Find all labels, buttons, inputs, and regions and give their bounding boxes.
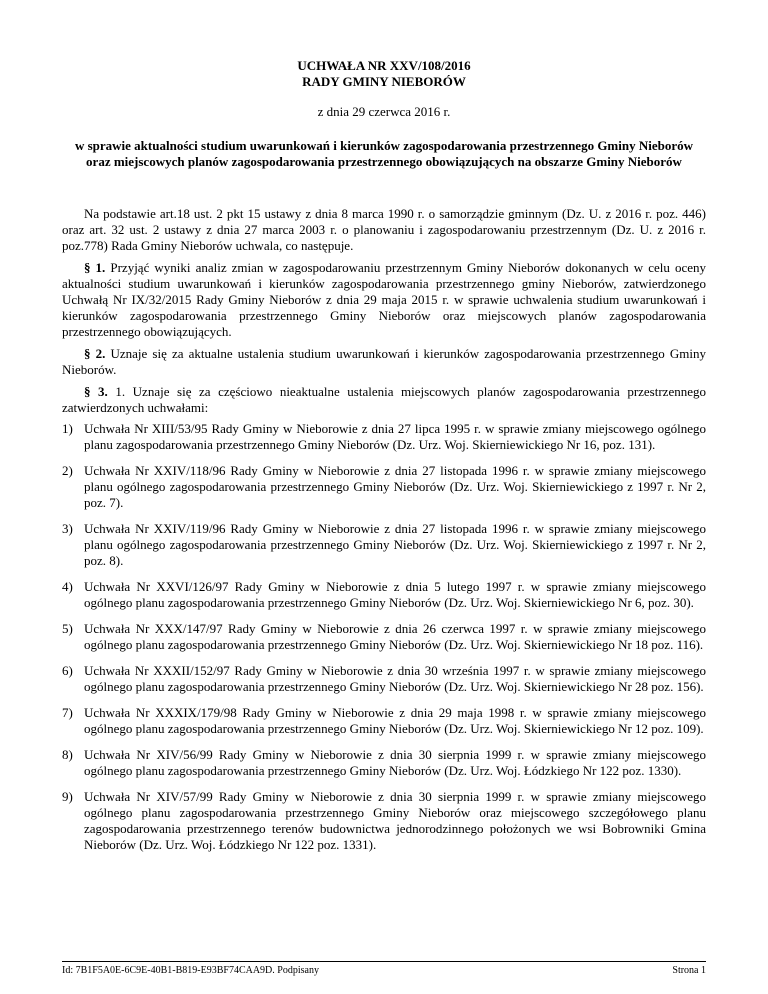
list-item-text: Uchwała Nr XXVI/126/97 Rady Gminy w Nieborowie z dnia 5 lutego 1997 r. w sprawie zmiany miejscowego ogólnego planu zagospodarowania przestrzennego Gminy Nieborów (Dz. Urz. Woj. Skierniewickiego Nr 6, poz. 30). — [84, 579, 706, 610]
list-item — [62, 421, 706, 453]
resolution-date: z dnia 29 czerwca 2016 r. — [317, 104, 451, 119]
list-item-text: Uchwała Nr XXXII/152/97 Rady Gminy w Nieborowie z dnia 30 września 1997 r. w sprawie zmiany miejscowego ogólnego planu zagospodarowania przestrzennego Gminy Nieborów (Dz. Urz. Woj. Skierniewickiego Nr 28 poz. 156). — [84, 663, 706, 694]
list-item — [62, 579, 706, 611]
section-1 — [62, 260, 706, 340]
list-item — [62, 789, 706, 853]
list-item-number: 7) — [62, 705, 73, 720]
list-item-number: 9) — [62, 789, 73, 804]
list-item — [62, 463, 706, 511]
title-line-2: RADY GMINY NIEBORÓW — [302, 74, 466, 89]
list-item — [62, 521, 706, 569]
section-3-mark: § 3. — [84, 384, 108, 399]
resolution-list — [62, 421, 706, 863]
list-item-number: 6) — [62, 663, 73, 678]
list-item-text: Uchwała Nr XIII/53/95 Rady Gminy w Nieborowie z dnia 27 lipca 1995 r. w sprawie zmiany miejscowego ogólnego planu zagospodarowania przestrzennego Gminy Nieborów (Dz. Urz. Woj. Skierniewickiego Nr 16, poz. 131). — [84, 421, 706, 452]
section-2-text: Uznaje się za aktualne ustalenia studium uwarunkowań i kierunków zagospodarowania przestrzennego Gminy Nieborów. — [62, 346, 707, 377]
list-item-text: Uchwała Nr XIV/56/99 Rady Gminy w Nieborowie z dnia 30 sierpnia 1999 r. w sprawie zmiany miejscowego ogólnego planu zagospodarowania przestrzennego Gminy Nieborów (Dz. Urz. Woj. Łódzkiego Nr 122 poz. 1330). — [84, 747, 706, 778]
list-item — [62, 663, 706, 695]
section-2-mark: § 2. — [84, 346, 106, 361]
section-1-mark: § 1. — [84, 260, 106, 275]
footer-divider — [62, 961, 706, 962]
list-item-number: 1) — [62, 421, 73, 436]
list-item-text: Uchwała Nr XXIV/118/96 Rady Gminy w Nieborowie z dnia 27 listopada 1996 r. w sprawie zmiany miejscowego planu ogólnego zagospodarowania przestrzennego Gminy Nieborów (Dz. Urz. Woj. Skierniewickiego z 1997 r. Nr 2, poz. 7). — [84, 463, 706, 510]
section-2 — [62, 346, 706, 378]
section-3-text: 1. Uznaje się za częściowo nieaktualne ustalenia miejscowych planów zagospodarowania przestrzennego zatwierdzonych uchwałami: — [62, 384, 706, 415]
list-item-number: 8) — [62, 747, 73, 762]
list-item-number: 2) — [62, 463, 73, 478]
list-item-text: Uchwała Nr XXIV/119/96 Rady Gminy w Nieborowie z dnia 27 listopada 1996 r. w sprawie zmiany miejscowego planu ogólnego zagospodarowania przestrzennego Gminy Nieborów (Dz. Urz. Woj. Skierniewickiego z 1997 r. Nr 2, poz. 8). — [84, 521, 706, 568]
list-item-text: Uchwała Nr XIV/57/99 Rady Gminy w Nieborowie z dnia 30 sierpnia 1999 r. w sprawie zmiany miejscowego ogólnego planu zagospodarowania przestrzennego Gminy Nieborów oraz miejscowego szczegółowego planu zagospodarowania przestrzennego terenów budownictwa jednorodzinnego położonych we wsi Bobrowniki Gmina Nieborów (Dz. Urz. Woj. Łódzkiego Nr 122 poz. 1331). — [84, 789, 706, 852]
title-line-1: UCHWAŁA NR XXV/108/2016 — [297, 58, 471, 73]
list-item-number: 5) — [62, 621, 73, 636]
section-3 — [62, 384, 706, 416]
footer-page-number: Strona 1 — [672, 965, 706, 976]
list-item-number: 3) — [62, 521, 73, 536]
preamble: Na podstawie art.18 ust. 2 pkt 15 ustawy z dnia 8 marca 1990 r. o samorządzie gminnym (Dz. U. z 2016 r. poz. 446) oraz art. 32 ust. 2 ustawy z dnia 27 marca 2003 r. o planowaniu i zagospodarowaniu przestrzennym (Dz. U. z 2016 r. poz.778) Rada Gminy Nieborów uchwala, co następuje. — [62, 206, 706, 253]
list-item — [62, 621, 706, 653]
list-item-text: Uchwała Nr XXX/147/97 Rady Gminy w Nieborowie z dnia 26 czerwca 1997 r. w sprawie zmiany miejscowego ogólnego planu zagospodarowania przestrzennego Gminy Nieborów (Dz. Urz. Woj. Skierniewickiego Nr 18 poz. 116). — [84, 621, 706, 652]
resolution-title — [0, 58, 768, 90]
footer-document-id: Id: 7B1F5A0E-6C9E-40B1-B819-E93BF74CAA9D. Podpisany — [62, 965, 319, 976]
list-item — [62, 747, 706, 779]
list-item-text: Uchwała Nr XXXIX/179/98 Rady Gminy w Nieborowie z dnia 29 maja 1998 r. w sprawie zmiany miejscowego ogólnego planu zagospodarowania przestrzennego Gminy Nieborów (Dz. Urz. Woj. Skierniewickiego Nr 12 poz. 109). — [84, 705, 706, 736]
list-item — [62, 705, 706, 737]
section-1-text: Przyjąć wyniki analiz zmian w zagospodarowaniu przestrzennym Gminy Nieborów dokonanych w celu oceny aktualności studium uwarunkowań i kierunków zagospodarowania przestrzennego gminy Nieborów, zatwierdzonego Uchwałą Nr IX/32/2015 Rady Gminy Nieborów z dnia 29 maja 2015 r. w sprawie uchwalenia studium uwarunkowań i kierunków zagospodarowania przestrzennego Gminy Nieborów oraz miejscowych planów zagospodarowania przestrzennego obowiązujących. — [62, 260, 706, 339]
list-item-number: 4) — [62, 579, 73, 594]
resolution-subject: w sprawie aktualności studium uwarunkowań i kierunków zagospodarowania przestrzennego Gminy Nieborów oraz miejscowych planów zagospodarowania przestrzennego obowiązujących na obszarze Gminy Nieborów — [74, 138, 694, 169]
